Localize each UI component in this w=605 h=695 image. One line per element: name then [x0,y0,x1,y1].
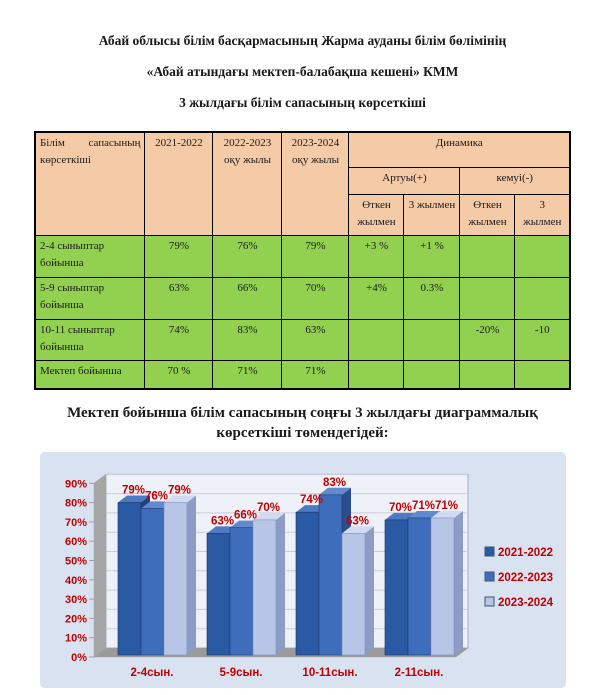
legend-label: 2021-2022 [497,547,553,560]
svg-text:40%: 40% [64,574,87,587]
cell-dec-3yr [515,235,570,277]
svg-text:71%: 71% [434,500,458,513]
cell-inc-prev [349,319,404,360]
row-label: 10-11 сыныптар бойынша [35,319,145,360]
svg-text:2-4сын.: 2-4сын. [130,667,173,680]
svg-text:83%: 83% [322,476,346,489]
header-inc-3-years: 3 жылмен [404,194,460,235]
table-row [35,277,570,319]
header-inc-prev-year: Өткен жылмен [349,194,404,235]
cell-inc-prev [349,360,404,389]
cell-inc-3yr [404,319,460,360]
header-dec-3-years: 3 жылмен [515,194,570,235]
svg-text:76%: 76% [144,490,168,503]
cell-2022-2023: 66% [213,277,282,319]
cell-inc-3yr [404,360,460,389]
cell-2022-2023: 76% [213,235,282,277]
header-year-2021-2022: 2021-2022 [145,132,213,236]
row-label: 2-4 сыныптар бойынша [35,235,145,277]
header-dec-prev-year: Өткен жылмен [460,194,515,235]
cell-inc-3yr: 0.3% [404,277,460,319]
cell-dec-prev [460,360,515,389]
svg-text:63%: 63% [210,515,234,528]
svg-text:66%: 66% [233,509,257,522]
svg-text:2-11сын.: 2-11сын. [394,667,443,680]
row-label: Мектеп бойынша [35,360,145,389]
svg-text:10-11сын.: 10-11сын. [301,667,358,680]
cell-2021-2022: 70 % [145,360,213,389]
svg-text:70%: 70% [64,516,87,529]
cell-2023-2024: 70% [282,277,349,319]
doc-title-line-2: «Абай атындағы мектеп-балабақша кешені» КММ [146,64,459,80]
doc-title-line-1: Абай облысы білім басқармасының Жарма ауданы білім бөлімінің [98,33,507,48]
svg-text:5-9сын.: 5-9сын. [219,667,262,680]
svg-text:80%: 80% [64,497,87,510]
chart-heading: Мектеп бойынша білім сапасының соңғы 3 жылдағы диаграммалық көрсеткіші төмендегідей: [67,404,538,441]
cell-2021-2022: 63% [145,277,213,319]
legend-label: 2023-2024 [497,597,553,610]
legend-label: 2022-2023 [497,572,553,585]
svg-text:70%: 70% [388,501,412,514]
svg-text:79%: 79% [167,484,191,497]
row-label: 5-9 сыныптар бойынша [35,277,145,319]
svg-text:10%: 10% [64,632,87,645]
svg-text:70%: 70% [256,501,280,514]
cell-2023-2024: 63% [282,319,349,360]
cell-dec-3yr [515,360,570,389]
cell-dec-3yr: -10 [515,319,570,360]
svg-text:60%: 60% [64,536,87,549]
cell-2022-2023: 71% [213,360,282,389]
cell-2021-2022: 74% [145,319,213,360]
cell-dec-prev [460,277,515,319]
svg-text:74%: 74% [299,494,323,507]
cell-dec-prev [460,235,515,277]
header-year-2023-2024: 2023-2024 оқу жылы [282,132,349,236]
quality-chart [40,452,566,690]
legend-swatch [485,547,494,556]
legend-swatch [485,597,494,606]
svg-text:20%: 20% [64,613,87,626]
cell-2022-2023: 83% [213,319,282,360]
svg-text:30%: 30% [64,594,87,607]
header-increase: Артуы(+) [349,167,460,194]
svg-text:50%: 50% [64,555,87,568]
bar-chart-3d [40,452,566,690]
table-row [35,360,570,389]
svg-text:90%: 90% [64,478,87,491]
table-row [35,319,570,360]
svg-text:63%: 63% [345,515,369,528]
header-indicator: Білім сапасының көрсеткіші [35,132,145,236]
svg-text:79%: 79% [121,484,145,497]
cell-inc-3yr: +1 % [404,235,460,277]
doc-title-line-3: 3 жылдағы білім сапасының көрсеткіші [179,95,426,111]
cell-inc-prev: +3 % [349,235,404,277]
cell-2023-2024: 79% [282,235,349,277]
quality-table [34,131,571,390]
legend-swatch [485,572,494,581]
cell-dec-3yr [515,277,570,319]
svg-text:0%: 0% [70,652,87,665]
header-dynamics: Динамика [349,132,570,168]
header-year-2022-2023: 2022-2023 оқу жылы [213,132,282,236]
svg-text:71%: 71% [411,500,435,513]
table-row [35,235,570,277]
header-decrease: кемуі(-) [460,167,570,194]
cell-dec-prev: -20% [460,319,515,360]
cell-inc-prev: +4% [349,277,404,319]
cell-2021-2022: 79% [145,235,213,277]
cell-2023-2024: 71% [282,360,349,389]
